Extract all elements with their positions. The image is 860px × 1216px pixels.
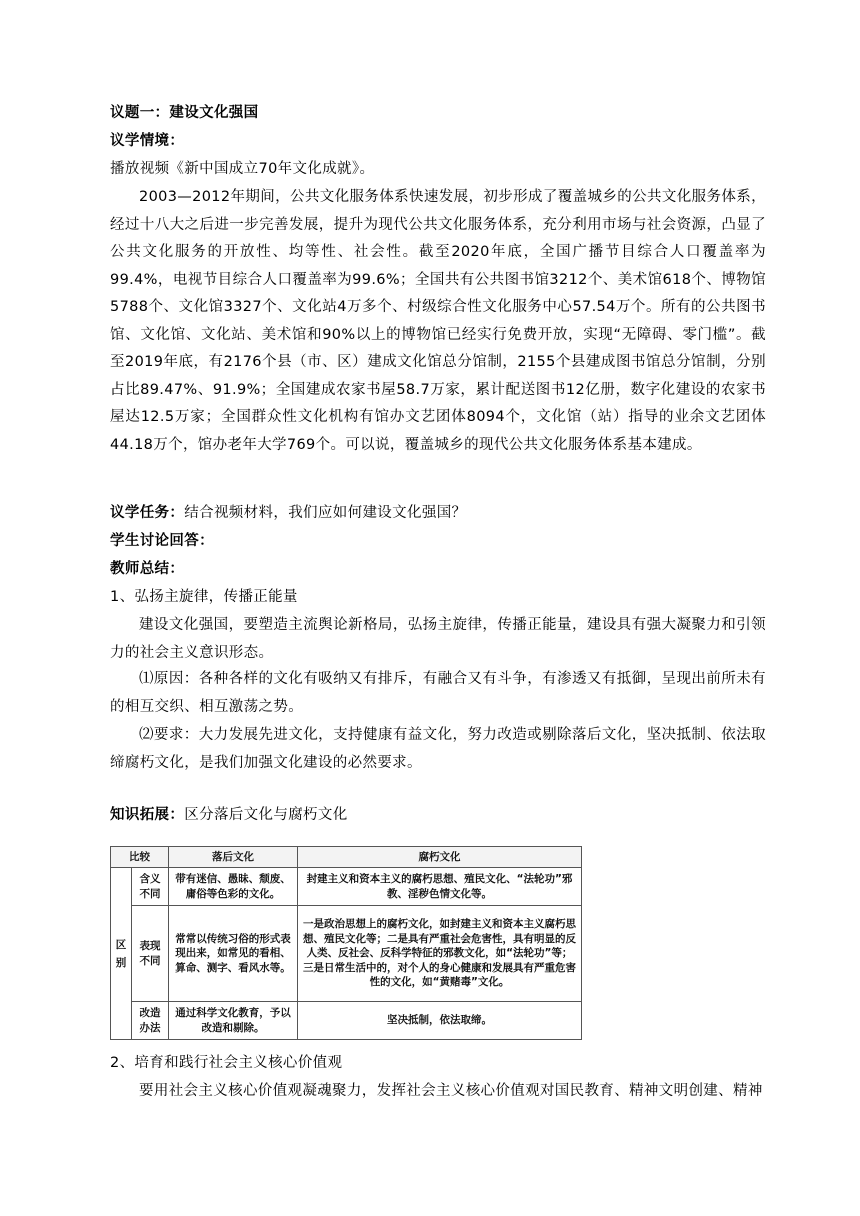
extension-line (110, 802, 766, 830)
header-backward: 落后文化 (169, 847, 298, 868)
situation-label: 议学情境： (110, 133, 185, 149)
table-row (111, 868, 582, 906)
header-compare: 比较 (111, 847, 169, 868)
side-label: 区别 (111, 868, 132, 1040)
comparison-table (110, 846, 582, 1040)
table-row (111, 1002, 582, 1040)
section2-heading: 2、培育和践行社会主义核心价值观 (110, 1055, 343, 1071)
extension-label: 知识拓展： (110, 807, 185, 823)
row-label: 含义不同 (132, 868, 169, 906)
achievement-paragraph: 2003—2012年期间，公共文化服务体系快速发展，初步形成了覆盖城乡的公共文化服务体系，经过十八大之后进一步完善发展，提升为现代公共文化服务体系，充分利用市场与社会资源，凸显了公共文化服务的开放性、均等性、社会性。截至2020年底，全国广播节目综合人口覆盖率为99.4%，电视节目综合人口覆盖率为99.6%；全国共有公共图书馆3212个、美术馆618个、博物馆5788个、文化馆3327个、文化站4万多个、村级综合性文化服务中心57.54万个。所有的公共图书馆、文化馆、文化站、美术馆和90%以上的博物馆已经实行免费开放，实现“无障碍、零门槛”。截至2019年底，有2176个县（市、区）建成文化馆总分馆制，2155个县建成图书馆总分馆制，分别占比89.47%、91.9%；全国建成农家书屋58.7万家，累计配送图书12亿册，数字化建设的农家书屋达12.5万家；全国群众性文化机构有馆办文艺团体8094个，文化馆（站）指导的业余文艺团体44.18万个，馆办老年大学769个。可以说，覆盖城乡的现代公共文化服务体系基本建成。 (110, 189, 766, 453)
video-line: 播放视频《新中国成立70年文化成就》。 (110, 161, 375, 177)
section2-body: 要用社会主义核心价值观凝魂聚力，发挥社会主义核心价值观对国民教育、精神文明创建、精神 (139, 1083, 763, 1099)
backward-cell: 常常以传统习俗的形式表现出来，如常见的看相、算命、测字、看风水等。 (169, 906, 298, 1002)
table-row (111, 906, 582, 1002)
backward-cell: 通过科学文化教育，予以改造和剔除。 (169, 1002, 298, 1040)
task-text: 结合视频材料，我们应如何建设文化强国？ (184, 505, 467, 521)
requirement-paragraph: ⑵要求：大力发展先进文化，支持健康有益文化，努力改造或剔除落后文化，坚决抵制、依法取缔腐朽文化，是我们加强文化建设的必然要求。 (110, 727, 766, 771)
section1-heading: 1、弘扬主旋律，传播正能量 (110, 589, 298, 605)
topic-title: 议题一：建设文化强国 (110, 105, 259, 121)
section1-body: 建设文化强国，要塑造主流舆论新格局，弘扬主旋律，传播正能量，建设具有强大凝聚力和引领力的社会主义意识形态。 (110, 617, 766, 661)
row-label: 改造办法 (132, 1002, 169, 1040)
summary-label: 教师总结： (110, 561, 185, 577)
decadent-cell: 坚决抵制，依法取缔。 (298, 1002, 582, 1040)
header-decadent: 腐朽文化 (298, 847, 582, 868)
backward-cell: 带有迷信、愚昧、颓废、庸俗等色彩的文化。 (169, 868, 298, 906)
task-line (110, 500, 766, 528)
extension-text: 区分落后文化与腐朽文化 (184, 807, 348, 823)
row-label: 表现不同 (132, 906, 169, 1002)
table-header-row (111, 847, 582, 868)
reason-paragraph: ⑴原因：各种各样的文化有吸纳又有排斥，有融合又有斗争，有渗透又有抵御，呈现出前所未有的相互交织、相互激荡之势。 (110, 671, 766, 715)
task-label: 议学任务： (110, 505, 185, 521)
decadent-cell: 封建主义和资本主义的腐朽思想、殖民文化、“法轮功”邪教、淫秽色情文化等。 (298, 868, 582, 906)
decadent-cell: 一是政治思想上的腐朽文化，如封建主义和资本主义腐朽思想、殖民文化等；二是具有严重社会危害性，具有明显的反人类、反社会、反科学特征的邪教文化，如“法轮功”等；三是日常生活中的，对个人的身心健康和发展具有严重危害性的文化，如“黄赌毒”文化。 (298, 906, 582, 1002)
discussion-label: 学生讨论回答： (110, 533, 214, 549)
